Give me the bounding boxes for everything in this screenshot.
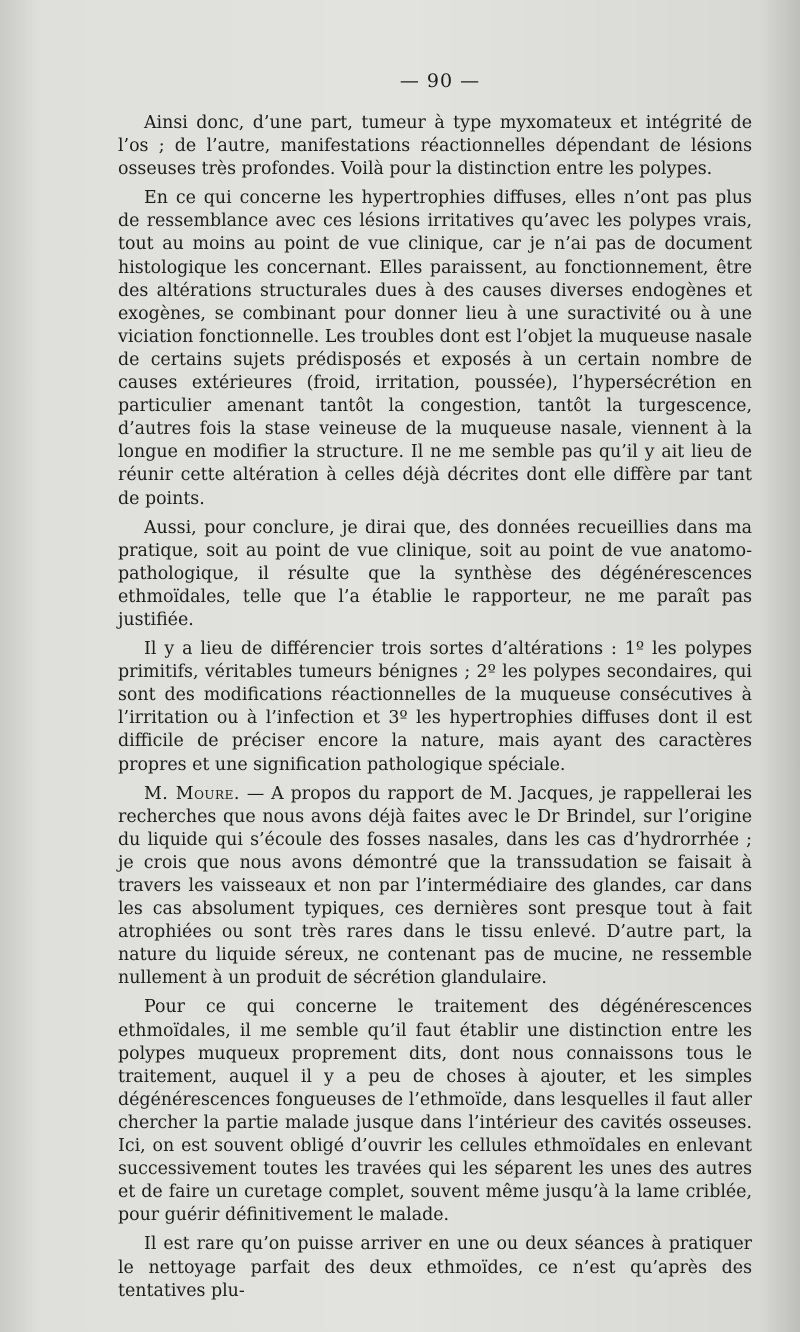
paragraph-moure-remarks	[118, 783, 752, 991]
paragraph-continuation: Il est rare qu’on puisse arriver en une ou deux séances à pratiquer le nettoyage parfait des deux ethmoïdes, ce n’est qu’après des tentatives plu-	[118, 1234, 752, 1301]
speaker-text: — A propos du rapport de M. Jacques, je rappellerai les recherches que nous avons déjà faites avec le Dr Brindel, sur l’origine du liquide qui s’écoule des fosses nasales, dans les cas d’hydrorrhée ; je crois que nous avons démontré que la transsudation se faisait à travers les vaisseaux et non par l’intermédiaire des glandes, car dans les cas absolument typiques, ces dernières sont presque tout à fait atrophiées ou sont très rares dans le tissu enlevé. D’autre part, la nature du liquide séreux, ne contenant pas de mucine, ne ressemble nullement à un produit de sécrétion glandulaire.	[118, 783, 752, 989]
paragraph-conclusion: Aussi, pour conclure, je dirai que, des données recueillies dans ma pratique, soit au point de vue clinique, soit au point de vue anatomo-pathologique, il résulte que la synthèse des dégénérescences ethmoïdales, telle que l’a établie le rapporteur, ne me paraît pas justifiée.	[118, 517, 752, 630]
paragraph-treatment: Pour ce qui concerne le traitement des dégénérescences ethmoïdales, il me semble qu’il faut établir une distinction entre les polypes muqueux proprement dits, dont nous connaissons tous le traitement, auquel il y a peu de choses à ajouter, et les simples dégénérescences fongueuses de l’ethmoïde, dans lesquelles il faut aller chercher la partie malade jusque dans l’intérieur des cavités osseuses. Ici, on est souvent obligé d’ouvrir les cellules ethmoïdales en enlevant successivement toutes les travées qui les séparent les unes des autres et de faire un curetage complet, souvent même jusqu’à la lame criblée, pour guérir définitivement le malade.	[118, 997, 752, 1226]
paragraph-hypertrophies: En ce qui concerne les hypertrophies diffuses, elles n’ont pas plus de ressemblance avec ces lésions irritatives qu’avec les polypes vrais, tout au moins au point de vue clinique, car je n’ai pas de document histologique les concernant. Elles paraissent, au fonctionnement, être des altérations structurales dues à des causes diverses endogènes et exogènes, se combinant pour donner lieu à une suractivité ou à une viciation fonctionnelle. Les troubles dont est l’objet la muqueuse nasale de certains sujets prédisposés et exposés à un certain nombre de causes extérieures (froid, irritation, poussée), l’hypersécrétion en particulier amenant tantôt la congestion, tantôt la turgescence, d’autres fois la stase veineuse de la muqueuse nasale, viennent à la longue en modifier la structure. Il ne me semble pas qu’il y ait lieu de réunir cette altération à celles déjà décrites dont elle diffère par tant de points.	[118, 188, 752, 509]
body-text	[118, 112, 752, 1303]
speaker-name: M. Moure.	[144, 783, 240, 804]
page-number: — 90 —	[399, 70, 481, 92]
paragraph-three-alterations: Il y a lieu de différencier trois sortes d’altérations : 1º les polypes primitifs, véritables tumeurs bénignes ; 2º les polypes secondaires, qui sont des modifications réactionnelles de la muqueuse consécutives à l’irritation ou à l’infection et 3º les hypertrophies diffuses dont il est difficile de préciser encore la nature, mais ayant des caractères propres et une signification pathologique spéciale.	[118, 639, 752, 775]
paragraph-intro-summary: Ainsi donc, d’une part, tumeur à type myxomateux et intégrité de l’os ; de l’autre, manifestations réactionnelles dépendant de lésions osseuses très profondes. Voilà pour la distinction entre les polypes.	[118, 113, 752, 180]
